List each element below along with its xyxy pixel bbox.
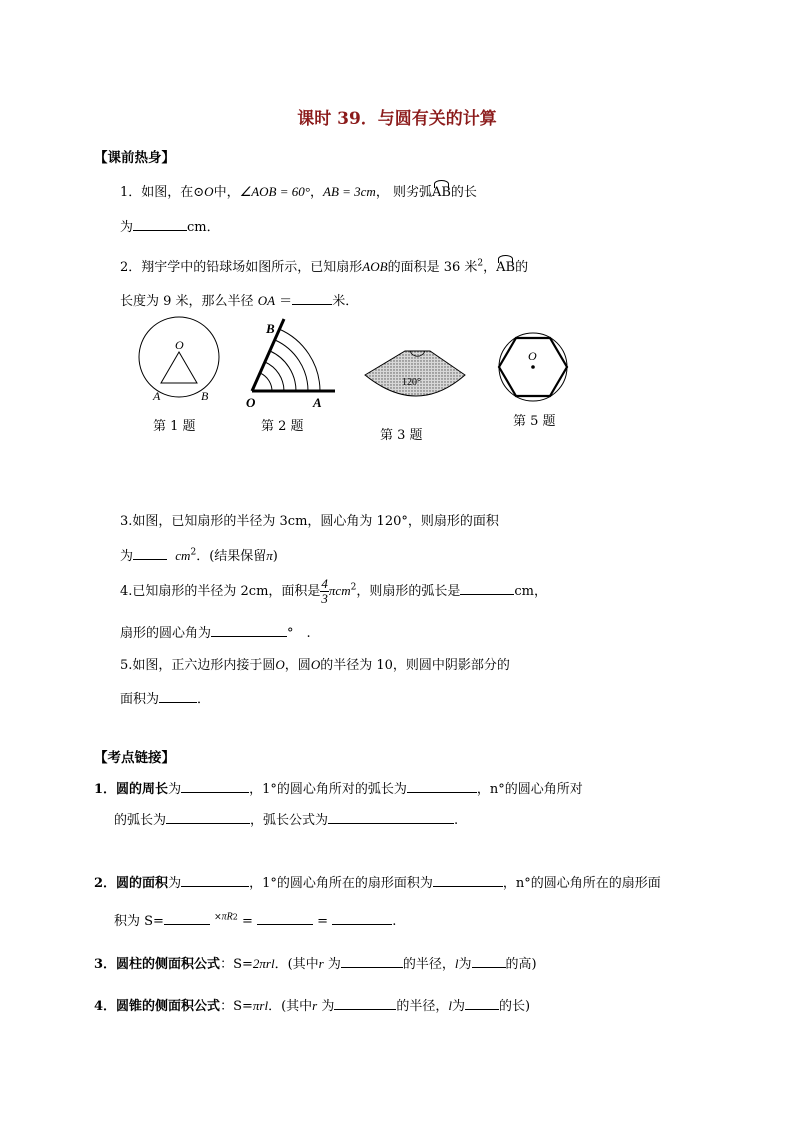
k2-line2-prefix: 积为 S= — [114, 914, 164, 929]
q1-text-d: ， 则劣弧 — [375, 185, 432, 200]
k4-t4: 的半径， — [396, 999, 449, 1014]
figure-3-sector — [360, 345, 470, 420]
k3-t5: 为 — [458, 957, 472, 972]
q1-line2-suffix: cm． — [187, 220, 220, 235]
q1-text-e: 的长 — [450, 185, 477, 200]
fig1-label-a: A — [153, 389, 161, 403]
question-4-line-1 — [120, 577, 547, 606]
q4-area-sup: 2 — [350, 582, 357, 593]
q2-text-a: 2．翔宇学中的铅球场如图所示，已知扇形 — [120, 260, 363, 275]
q1-text-b: 中， — [213, 185, 240, 200]
k4-t6: 的长) — [499, 999, 531, 1014]
q2-arc-ab: AB — [496, 260, 516, 275]
k2-t3: ，n°的圆心角所在的扇形面 — [502, 876, 661, 891]
k4-formula: πrl — [252, 998, 269, 1013]
q4-area-unit: πcm — [328, 583, 351, 598]
k3-t3: 为 — [323, 957, 341, 972]
figure-2-sector — [240, 315, 340, 410]
q3-unit-sup: 2 — [190, 547, 197, 558]
k2-line2-suffix: . — [392, 914, 397, 929]
k2-times: × — [214, 912, 222, 923]
k2-num: 2． — [94, 876, 117, 891]
key-point-2-line-1 — [94, 872, 661, 891]
question-2-line-2 — [120, 290, 358, 309]
fig5-caption: 第 5 题 — [513, 414, 556, 429]
k4-t3: 为 — [317, 999, 335, 1014]
k3-r: r — [318, 956, 324, 971]
k2-pi-r: πR — [221, 911, 233, 923]
q2-text-c: ， — [483, 260, 497, 275]
fig2-label-b: B — [266, 321, 275, 336]
q5-circle-name-1: O — [275, 657, 285, 672]
key-point-4 — [94, 995, 530, 1014]
k2-eq1: = — [237, 914, 258, 929]
k2-t1: 为 — [168, 876, 182, 891]
question-1-line-2 — [120, 216, 220, 235]
q5-line2-suffix: ． — [197, 692, 211, 707]
q3-pi: π — [266, 548, 273, 563]
k1-line2-suffix: . — [454, 813, 459, 828]
q2-answer-blank[interactable] — [292, 292, 332, 305]
q5-line2-prefix: 面积为 — [120, 692, 160, 707]
q3-close: ) — [272, 549, 278, 564]
fig1-caption: 第 1 题 — [153, 419, 196, 434]
k1-bold: 圆的周长 — [116, 782, 169, 797]
q3-answer-blank[interactable] — [133, 547, 167, 560]
k4-t5: 为 — [451, 999, 465, 1014]
question-3-line-1: 3.如图，已知扇形的半径为 3cm，圆心角为 120°，则扇形的面积 — [120, 514, 499, 529]
k3-t2: ．(其中 — [274, 957, 319, 972]
k2-formula-blank-2[interactable] — [332, 912, 392, 925]
k2-sup2: 2 — [232, 912, 238, 922]
k3-t4: 的半径， — [402, 957, 455, 972]
k4-radius-blank[interactable] — [334, 997, 396, 1010]
section-warmup-heading: 【课前热身】 — [94, 150, 175, 166]
q4-arc-length-blank[interactable] — [460, 582, 514, 595]
q4-line2-prefix: 扇形的圆心角为 — [120, 626, 212, 641]
k2-formula-blank-1[interactable] — [257, 912, 313, 925]
k4-t1: ：S= — [220, 999, 253, 1014]
q2-radius-name: OA — [257, 293, 276, 308]
q4-frac-den: 3 — [321, 591, 328, 606]
q5-line1-prefix: 5.如图，正六边形内接于圆 — [120, 658, 276, 673]
page-title: 课时 39．与圆有关的计算 — [297, 109, 497, 129]
fig3-caption: 第 3 题 — [380, 428, 423, 443]
question-2-line-1 — [120, 256, 528, 275]
key-point-3 — [94, 953, 537, 972]
question-5-line-2 — [120, 688, 210, 707]
q4-angle-blank[interactable] — [211, 624, 287, 637]
q1-angle-expr: ∠AOB = 60° — [239, 184, 310, 199]
q4-line1-suffix: cm， — [514, 584, 547, 599]
k1-circumference-blank[interactable] — [181, 780, 249, 793]
q4-line1-mid: ，则扇形的弧长是 — [356, 584, 461, 599]
q4-line1-prefix: 4.已知扇形的半径为 2cm，面积是 — [120, 584, 321, 599]
q3-unit: cm — [175, 548, 191, 563]
key-point-2-line-2 — [114, 910, 396, 929]
k4-length-blank[interactable] — [465, 997, 499, 1010]
q4-line2-suffix: ° . — [287, 626, 311, 641]
q1-arc-ab: AB — [431, 185, 451, 200]
k1-line2-prefix: 的弧长为 — [114, 813, 167, 828]
q2-eq: ＝ — [279, 294, 293, 309]
q1-answer-blank[interactable] — [133, 218, 187, 231]
q1-line2-prefix: 为 — [120, 220, 134, 235]
k3-num: 3． — [94, 957, 117, 972]
key-point-1-line-1 — [94, 778, 583, 797]
fig3-angle: 120° — [402, 377, 421, 388]
k1-t2: ，1°的圆心角所对的弧长为 — [249, 782, 407, 797]
k4-num: 4． — [94, 999, 117, 1014]
q5-answer-blank[interactable] — [159, 690, 197, 703]
k2-area-blank[interactable] — [181, 874, 249, 887]
k1-t3: ，n°的圆心角所对 — [476, 782, 583, 797]
q1-text-c: ， — [309, 185, 323, 200]
question-4-line-2 — [120, 622, 311, 641]
q3-line2-suffix: ．(结果保留 — [196, 549, 267, 564]
figure-1-circle — [135, 310, 225, 405]
k2-bold: 圆的面积 — [116, 876, 169, 891]
fig2-label-o: O — [246, 395, 256, 410]
q5-circle-name-2: O — [310, 657, 321, 672]
q2-text-b: 的面积是 36 米 — [387, 260, 478, 275]
k1-t1: 为 — [168, 782, 182, 797]
k3-bold: 圆柱的侧面积公式 — [116, 957, 221, 972]
question-5-line-1 — [120, 654, 510, 673]
fig5-label-o: O — [528, 349, 537, 363]
q1-circle-name: O — [204, 184, 214, 199]
q5-line1-mid: ，圆 — [284, 658, 311, 673]
k3-t6: 的高) — [505, 957, 537, 972]
k3-height-blank[interactable] — [472, 955, 506, 968]
q1-ab-expr: AB = 3cm — [323, 184, 376, 199]
q5-line1-suffix: 的半径为 10，则圆中阴影部分的 — [320, 658, 510, 673]
q2-line2-suffix: 米． — [332, 294, 359, 309]
k4-l: l — [448, 998, 452, 1013]
fig2-caption: 第 2 题 — [261, 419, 304, 434]
q2-sector-name: AOB — [362, 259, 388, 274]
k1-num: 1． — [94, 782, 117, 797]
k4-t2: ．(其中 — [268, 999, 313, 1014]
k1-1deg-arc-blank[interactable] — [407, 780, 477, 793]
k4-bold: 圆锥的侧面积公式 — [116, 999, 221, 1014]
question-1-line-1 — [120, 181, 477, 200]
figure-5-hexagon — [496, 330, 572, 406]
q3-line2-prefix: 为 — [120, 549, 134, 564]
k3-formula: 2πrl — [252, 956, 275, 971]
k2-eq2: = — [313, 914, 333, 929]
k4-r: r — [312, 998, 318, 1013]
section-key-points-heading: 【考点链接】 — [94, 750, 175, 766]
k3-t1: ：S= — [220, 957, 253, 972]
k1-line2-mid: ，弧长公式为 — [250, 813, 329, 828]
q2-text-d: 的 — [515, 260, 529, 275]
question-3-line-2 — [120, 545, 278, 564]
k1-formula-blank[interactable] — [328, 811, 454, 824]
key-point-1-line-2 — [114, 809, 458, 828]
fig1-label-b: B — [201, 389, 209, 403]
q4-fraction — [320, 577, 329, 606]
k2-coef-blank[interactable] — [164, 912, 210, 925]
k3-radius-blank[interactable] — [341, 955, 403, 968]
q2-sup: 2 — [477, 258, 484, 269]
q1-text-a: 1．如图，在⊙ — [120, 185, 205, 200]
k3-l: l — [454, 956, 459, 971]
k2-t2: ，1°的圆心角所在的扇形面积为 — [249, 876, 433, 891]
q4-frac-num: 4 — [321, 576, 328, 591]
fig2-label-a: A — [313, 395, 322, 410]
q2-line2-prefix: 长度为 9 米，那么半径 — [120, 294, 254, 309]
k1-ndeg-arc-blank[interactable] — [166, 811, 250, 824]
fig1-label-o: O — [175, 338, 184, 352]
k2-1deg-sector-blank[interactable] — [433, 874, 503, 887]
